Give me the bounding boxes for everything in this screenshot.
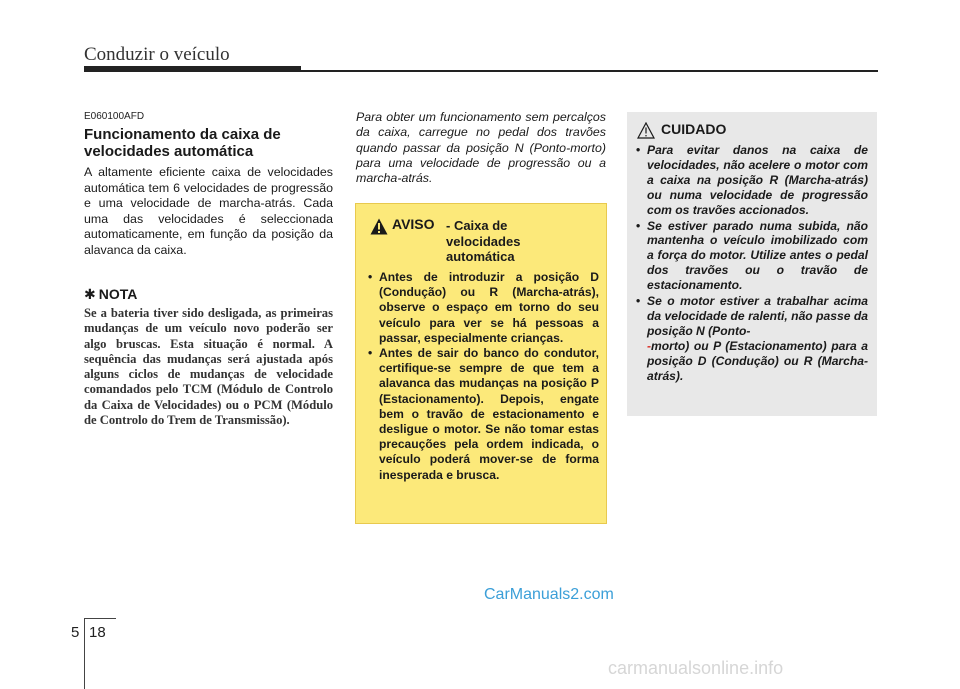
nota-label: NOTA	[98, 286, 138, 302]
cuidado-item: • Para evitar danos na caixa de velocidades, não acelere o motor com a caixa na posição R (Marcha-atrás) ou numa velocidade de progressão com os travões accionados.	[636, 143, 868, 218]
cuidado-list	[636, 143, 868, 385]
section-code: E060100AFD	[84, 111, 145, 122]
warning-triangle-icon	[370, 218, 388, 235]
aviso-label: AVISO	[392, 216, 435, 232]
caution-triangle-icon	[637, 122, 655, 139]
watermark-link[interactable]: CarManuals2.com	[484, 586, 614, 603]
aviso-item: • Antes de introduzir a posição D (Condução) ou R (Marcha-atrás), observe o espaço em torno do seu veículo para ver se há pessoas a passar, especialmente crianças.	[368, 270, 599, 346]
section-body: A altamente eficiente caixa de velocidades automática tem 6 velocidades de progressão e uma velocidade de marcha-atrás. Cada uma das velocidades é seleccionada automaticamente, em função da posição da alavanca da caixa.	[84, 165, 333, 257]
footer-rule-horizontal	[84, 618, 116, 619]
star-icon: ✱	[84, 286, 96, 302]
chapter-number: 5	[71, 624, 80, 641]
cuidado-item3-part2: morto) ou P (Estacionamento) para a posição D (Condução) ou R (Marcha-atrás).	[647, 338, 868, 383]
site-footer-watermark: carmanualsonline.info	[608, 658, 784, 678]
header-rule	[84, 70, 878, 72]
page-number: 18	[89, 624, 106, 641]
cuidado-label: CUIDADO	[661, 121, 727, 137]
chapter-title: Conduzir o veículo	[84, 44, 230, 65]
cuidado-box	[627, 112, 877, 416]
aviso-subtitle: - Caixa de velocidades automática	[446, 218, 521, 264]
aviso-list	[368, 270, 599, 483]
section-title: Funcionamento da caixa de velocidades automática	[84, 126, 281, 160]
nota-text: Se a bateria tiver sido desligada, as primeiras mudanças de um veículo novo poderão ser algo bruscas. Esta situação é normal. A sequência das mudanças será ajustada após alguns ciclos de mudanças de velocidade comandados pelo TCM (Módulo de Controlo da Caixa de Velocidades) ou o PCM (Módulo de Controlo do Trem de Transmissão).	[84, 306, 333, 428]
cuidado-item	[636, 294, 868, 383]
nota-heading	[84, 286, 137, 303]
footer-rule-vertical	[84, 618, 85, 689]
cuidado-item3-dash: -	[647, 338, 652, 353]
aviso-item: • Antes de sair do banco do condutor, certifique-se sempre de que tem a alavanca das mudanças na posição P (Estacionamento). Depois, engate bem o travão de estacionamento e desligue o motor. Se não tomar estas precauções pela ordem indicada, o veículo poderá mover-se de forma inesperada e brusca.	[368, 346, 599, 483]
cuidado-item3-part1: Se o motor estiver a trabalhar acima da velocidade de ralenti, não passe da posição N (Ponto-	[647, 294, 868, 338]
intro-paragraph: Para obter um funcionamento sem percalços da caixa, carregue no pedal dos travões quando passar da posição N (Ponto-morto) para uma velocidade de progressão ou a marcha-atrás.	[356, 110, 606, 186]
cuidado-item: • Se estiver parado numa subida, não mantenha o veículo imobilizado com a força do motor. Utilize antes o pedal dos travões ou o travão de estacionamento.	[636, 219, 868, 294]
aviso-box	[355, 203, 607, 524]
